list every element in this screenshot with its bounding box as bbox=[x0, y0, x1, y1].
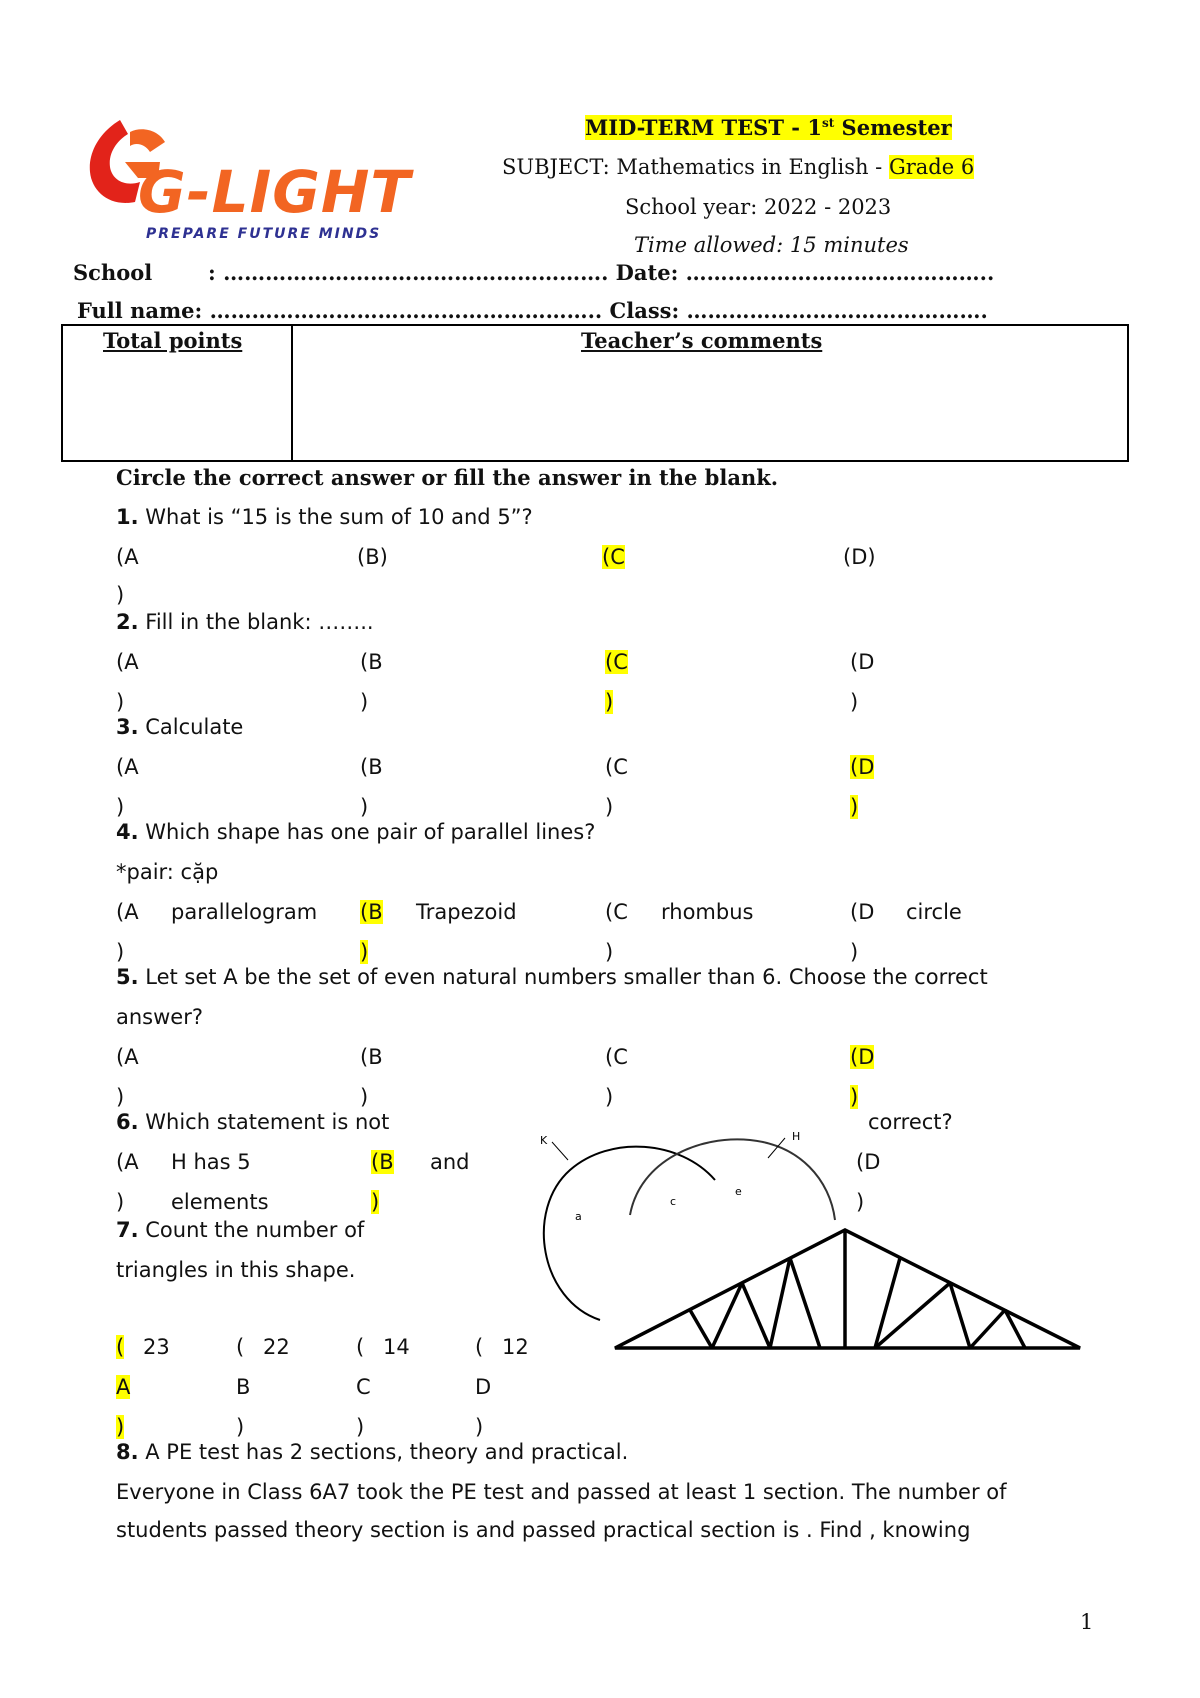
q6-option-a-text-2: elements bbox=[171, 1190, 269, 1214]
q5-number: 5. bbox=[116, 965, 139, 989]
q3-close-b: ) bbox=[360, 795, 369, 819]
q6-option-b-text: and bbox=[430, 1150, 470, 1174]
q4-close-a: ) bbox=[116, 940, 125, 964]
circle-b-arc bbox=[630, 1139, 835, 1220]
score-box bbox=[61, 324, 1129, 462]
q1-text: What is “15 is the sum of 10 and 5”? bbox=[138, 505, 533, 529]
logo bbox=[80, 112, 420, 242]
q2-option-c[interactable]: (C bbox=[605, 650, 628, 674]
q7-option-c-value: 14 bbox=[383, 1335, 410, 1359]
q4-option-d[interactable]: (D bbox=[850, 900, 875, 924]
q6-option-d[interactable]: (D bbox=[856, 1150, 881, 1174]
q7-option-b-close: ) bbox=[236, 1415, 245, 1439]
q2-option-d[interactable]: (D bbox=[850, 650, 875, 674]
q3-number: 3. bbox=[116, 715, 139, 739]
question-2 bbox=[116, 610, 374, 634]
instruction: Circle the correct answer or fill the answer in the blank. bbox=[116, 465, 779, 490]
q7-option-a-close: ) bbox=[116, 1415, 125, 1439]
q3-close-a: ) bbox=[116, 795, 125, 819]
title-sup: st bbox=[821, 116, 835, 130]
label-k-pointer bbox=[552, 1142, 568, 1160]
q4-option-b-text: Trapezoid bbox=[416, 900, 517, 924]
fullname-class-line: Full name: ……………………………………………….. Class: ……………………………………. bbox=[77, 298, 988, 323]
school-year: School year: 2022 - 2023 bbox=[625, 195, 892, 219]
q6-number: 6. bbox=[116, 1110, 139, 1134]
q6-option-b[interactable]: (B bbox=[371, 1150, 394, 1174]
q1-option-c[interactable]: (C bbox=[602, 545, 625, 569]
q6-close-d: ) bbox=[856, 1190, 865, 1214]
school-date-line: : ………………………………………………. Date: …………………………………….. bbox=[208, 260, 995, 285]
q5-option-a[interactable]: (A bbox=[116, 1045, 139, 1069]
diagram-label-a: a bbox=[575, 1210, 582, 1223]
time-allowed: Time allowed: 15 minutes bbox=[634, 233, 909, 257]
question-6 bbox=[116, 1110, 389, 1134]
q3-text: Calculate bbox=[138, 715, 244, 739]
q6-close-b: ) bbox=[371, 1190, 380, 1214]
diagram-label-k: K bbox=[540, 1134, 548, 1147]
q5-text-2: answer? bbox=[116, 1005, 203, 1029]
q7-option-d-close: ) bbox=[475, 1415, 484, 1439]
q5-option-c[interactable]: (C bbox=[605, 1045, 628, 1069]
q2-text: Fill in the blank: …….. bbox=[138, 610, 374, 634]
q2-number: 2. bbox=[116, 610, 139, 634]
q4-close-c: ) bbox=[605, 940, 614, 964]
q4-option-a[interactable]: (A bbox=[116, 900, 139, 924]
q4-note: *pair: cặp bbox=[116, 860, 219, 884]
q3-option-d[interactable]: (D bbox=[850, 755, 875, 779]
diagram-label-c: c bbox=[670, 1195, 677, 1208]
q8-line-2: Everyone in Class 6A7 took the PE test and passed at least 1 section. The number of bbox=[116, 1480, 1007, 1504]
q7-option-b-letter: B bbox=[236, 1375, 251, 1399]
q7-option-a-value: 23 bbox=[143, 1335, 170, 1359]
q5-close-a: ) bbox=[116, 1085, 125, 1109]
diagram-label-h: H bbox=[792, 1130, 801, 1143]
q3-close-d: ) bbox=[850, 795, 859, 819]
q4-option-c-text: rhombus bbox=[661, 900, 754, 924]
q5-option-b[interactable]: (B bbox=[360, 1045, 383, 1069]
q5-text: Let set A be the set of even natural numbers smaller than 6. Choose the correct bbox=[138, 965, 988, 989]
q8-number: 8. bbox=[116, 1440, 139, 1464]
q7-text-1: Count the number of bbox=[138, 1218, 365, 1242]
title-main: MID-TERM TEST - 1 bbox=[585, 115, 822, 140]
teacher-comments-label: Teacher’s comments bbox=[581, 328, 823, 353]
q3-option-c[interactable]: (C bbox=[605, 755, 628, 779]
q1-option-d[interactable]: (D) bbox=[843, 545, 876, 569]
q4-option-b[interactable]: (B bbox=[360, 900, 383, 924]
q7-option-d-letter: D bbox=[475, 1375, 492, 1399]
q5-close-c: ) bbox=[605, 1085, 614, 1109]
q1-number: 1. bbox=[116, 505, 139, 529]
q7-option-c-close: ) bbox=[356, 1415, 365, 1439]
q7-option-a-open[interactable]: ( bbox=[116, 1335, 125, 1359]
q2-close-d: ) bbox=[850, 690, 859, 714]
q2-option-b[interactable]: (B bbox=[360, 650, 383, 674]
q5-close-b: ) bbox=[360, 1085, 369, 1109]
question-7 bbox=[116, 1218, 364, 1242]
q3-close-c: ) bbox=[605, 795, 614, 819]
q1-option-b[interactable]: (B) bbox=[357, 545, 388, 569]
page-number: 1 bbox=[1080, 1610, 1094, 1634]
q4-number: 4. bbox=[116, 820, 139, 844]
diagram-label-e: e bbox=[735, 1185, 742, 1198]
question-8 bbox=[116, 1440, 628, 1464]
q4-option-a-text: parallelogram bbox=[171, 900, 318, 924]
q4-close-d: ) bbox=[850, 940, 859, 964]
question-4 bbox=[116, 820, 595, 844]
q7-number: 7. bbox=[116, 1218, 139, 1242]
triangle-truss bbox=[615, 1230, 1080, 1348]
circle-a-arc bbox=[544, 1147, 715, 1320]
q5-close-d: ) bbox=[850, 1085, 859, 1109]
logo-tagline: PREPARE FUTURE MINDS bbox=[146, 226, 382, 242]
total-points-label: Total points bbox=[103, 328, 243, 353]
subject-grade: Grade 6 bbox=[888, 155, 975, 179]
q7-option-a-letter: A bbox=[116, 1375, 131, 1399]
q6-option-a-text-1: H has 5 bbox=[171, 1150, 251, 1174]
q7-option-d-open[interactable]: ( bbox=[475, 1335, 484, 1359]
q4-option-c[interactable]: (C bbox=[605, 900, 628, 924]
q6-text-end: correct? bbox=[868, 1110, 953, 1134]
question-5 bbox=[116, 965, 988, 989]
q6-close-a: ) bbox=[116, 1190, 125, 1214]
q3-option-b[interactable]: (B bbox=[360, 755, 383, 779]
q2-close-b: ) bbox=[360, 690, 369, 714]
q5-option-d[interactable]: (D bbox=[850, 1045, 875, 1069]
q7-option-b-value: 22 bbox=[263, 1335, 290, 1359]
score-box-divider bbox=[291, 326, 293, 460]
q4-text: Which shape has one pair of parallel lines? bbox=[138, 820, 596, 844]
q7-option-c-letter: C bbox=[356, 1375, 371, 1399]
question-3 bbox=[116, 715, 243, 739]
title-end: Semester bbox=[834, 115, 952, 140]
q7-text-2: triangles in this shape. bbox=[116, 1258, 356, 1282]
q1-option-a-close: ) bbox=[116, 583, 125, 607]
q8-text: A PE test has 2 sections, theory and practical. bbox=[138, 1440, 629, 1464]
subject-line bbox=[502, 155, 974, 179]
q3-option-a[interactable]: (A bbox=[116, 755, 139, 779]
subject-prefix: SUBJECT: Mathematics in English - bbox=[502, 155, 889, 179]
logo-brand: G-LIGHT bbox=[138, 158, 411, 226]
q7-option-d-value: 12 bbox=[502, 1335, 529, 1359]
q2-close-c: ) bbox=[605, 690, 614, 714]
q2-close-a: ) bbox=[116, 690, 125, 714]
question-1 bbox=[116, 505, 533, 529]
school-label: School bbox=[73, 260, 153, 285]
q8-line-3: students passed theory section is and passed practical section is . Find , knowing bbox=[116, 1518, 971, 1542]
q4-close-b: ) bbox=[360, 940, 369, 964]
q7-option-c-open[interactable]: ( bbox=[356, 1335, 365, 1359]
q2-option-a[interactable]: (A bbox=[116, 650, 139, 674]
test-title bbox=[585, 115, 952, 140]
geometry-diagram bbox=[530, 1120, 1100, 1370]
q4-option-d-text: circle bbox=[906, 900, 962, 924]
q7-option-b-open[interactable]: ( bbox=[236, 1335, 245, 1359]
q6-text: Which statement is not bbox=[138, 1110, 390, 1134]
q6-option-a[interactable]: (A bbox=[116, 1150, 139, 1174]
q1-option-a[interactable]: (A bbox=[116, 545, 139, 569]
